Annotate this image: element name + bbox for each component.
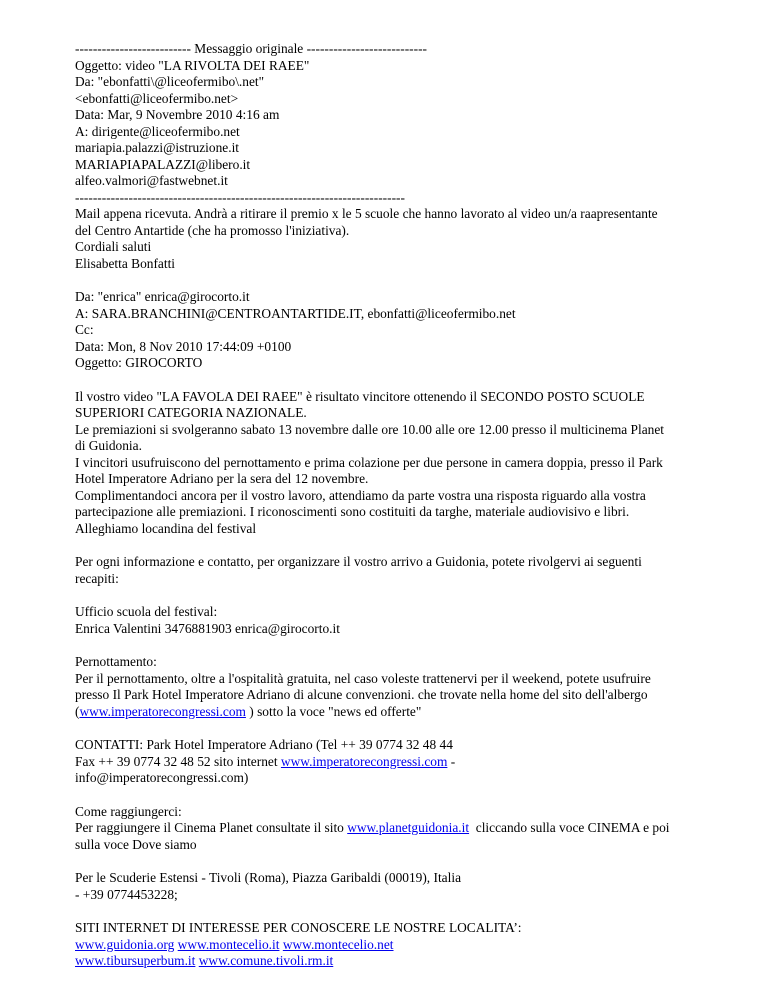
recipient-line: alfeo.valmori@fastwebnet.it bbox=[75, 173, 228, 188]
from-address-line: <ebonfatti@liceofermibo.net> bbox=[75, 90, 239, 106]
body-text-line: I vincitori usufruiscono del pernottamento e prima colazione per due persone in camera doppia, presso il Park bbox=[75, 454, 663, 470]
body-text-line: SUPERIORI CATEGORIA NAZIONALE. bbox=[75, 405, 307, 420]
body-text-line: Complimentandoci ancora per il vostro lavoro, attendiamo da parte vostra una risposta riguardo alla vostra bbox=[75, 487, 646, 503]
from-name-line: Da: "ebonfatti\@liceofermibo\.net" bbox=[75, 74, 265, 89]
sites-links-line bbox=[75, 953, 715, 970]
sites-links-line bbox=[75, 937, 715, 954]
body-text-line: Le premiazioni si svolgeranno sabato 13 novembre dalle ore 10.00 alle ore 12.00 presso il multicinema Planet bbox=[75, 421, 665, 437]
scuderie-line: - +39 0774453228; bbox=[75, 886, 178, 902]
tibursuperbum-link[interactable]: www.tibursuperbum.it bbox=[75, 953, 196, 968]
header-separator: -------------------------------------------------------------------------- bbox=[75, 189, 405, 205]
planetguidonia-link[interactable]: www.planetguidonia.it bbox=[347, 820, 470, 835]
recipient-line: mariapia.palazzi@istruzione.it bbox=[75, 140, 240, 155]
reach-line: sulla voce Dove siamo bbox=[75, 836, 197, 852]
reply-signature: Elisabetta Bonfatti bbox=[75, 255, 176, 271]
original-message-separator: -------------------------- Messaggio originale --------------------------- bbox=[75, 41, 427, 56]
forward-subject-line: Oggetto: GIROCORTO bbox=[75, 355, 203, 370]
contacts-line: CONTATTI: Park Hotel Imperatore Adriano (Tel ++ 39 0774 32 48 44 bbox=[75, 737, 453, 752]
reach-line bbox=[75, 820, 715, 837]
forward-from-line: Da: "enrica" enrica@girocorto.it bbox=[75, 289, 250, 304]
body-text-line: Il vostro video "LA FAVOLA DEI RAEE" è risultato vincitore ottenendo il SECONDO POSTO SCUOLE bbox=[75, 388, 645, 404]
office-title: Ufficio scuola del festival: bbox=[75, 604, 218, 619]
body-text-line: Per ogni informazione e contatto, per organizzare il vostro arrivo a Guidonia, potete rivolgervi ai seguenti bbox=[75, 554, 642, 569]
stay-text-line: Per il pernottamento, oltre a l'ospitalità gratuita, nel caso voleste trattenervi per il weekend, potete usufruire bbox=[75, 670, 651, 686]
scuderie-line: Per le Scuderie Estensi - Tivoli (Roma), Piazza Garibaldi (00019), Italia bbox=[75, 870, 462, 885]
comune-tivoli-link[interactable]: www.comune.tivoli.rm.it bbox=[198, 953, 334, 968]
body-text-line: Alleghiamo locandina del festival bbox=[75, 520, 257, 536]
imperatore-link[interactable]: www.imperatorecongressi.com bbox=[280, 753, 448, 769]
imperatore-link[interactable]: www.imperatorecongressi.com bbox=[79, 703, 246, 719]
reach-title: Come raggiungerci: bbox=[75, 803, 182, 819]
sites-title: SITI INTERNET DI INTERESSE PER CONOSCERE LE NOSTRE LOCALITA’: bbox=[75, 920, 522, 935]
contacts-fragment: Fax ++ 39 0774 32 48 52 sito internet bbox=[75, 753, 281, 769]
recipient-line: MARIAPIAPALAZZI@libero.it bbox=[75, 156, 251, 172]
forward-date-line: Data: Mon, 8 Nov 2010 17:44:09 +0100 bbox=[75, 338, 292, 354]
montecelio-net-link[interactable]: www.montecelio.net bbox=[282, 936, 394, 952]
body-text-line: partecipazione alle premiazioni. I riconoscimenti sono costituiti da targhe, materiale audiovisivo e libri. bbox=[75, 504, 630, 519]
stay-title: Pernottamento: bbox=[75, 654, 157, 669]
guidonia-link[interactable]: www.guidonia.org bbox=[75, 936, 175, 952]
reply-text-line: Mail appena ricevuta. Andrà a ritirare il premio x le 5 scuole che hanno lavorato al video un/a raapresentante bbox=[75, 206, 658, 221]
date-line: Data: Mar, 9 Novembre 2010 4:16 am bbox=[75, 107, 280, 122]
subject-line: Oggetto: video "LA RIVOLTA DEI RAEE" bbox=[75, 57, 310, 73]
reply-text-line: del Centro Antartide (che ha promosso l'iniziativa). bbox=[75, 222, 350, 238]
contacts-line: info@imperatorecongressi.com) bbox=[75, 770, 249, 785]
reach-fragment: Per raggiungere il Cinema Planet consultate il sito bbox=[75, 820, 348, 835]
contacts-fragment: - bbox=[447, 753, 456, 769]
stay-text-line bbox=[75, 704, 715, 721]
office-contact: Enrica Valentini 3476881903 enrica@girocorto.it bbox=[75, 620, 340, 636]
montecelio-it-link[interactable]: www.montecelio.it bbox=[177, 936, 280, 952]
stay-text-line: presso Il Park Hotel Imperatore Adriano di alcune convenzioni. che trovate nella home del sito dell'albergo bbox=[75, 687, 648, 702]
reach-fragment: cliccando sulla voce CINEMA e poi bbox=[469, 820, 670, 835]
reply-greeting: Cordiali saluti bbox=[75, 239, 152, 254]
body-text-line: recapiti: bbox=[75, 570, 119, 586]
stay-text-fragment: ( bbox=[75, 703, 80, 719]
email-document bbox=[75, 41, 715, 970]
stay-text-fragment: ) sotto la voce "news ed offerte" bbox=[245, 703, 422, 719]
forward-to-line: A: SARA.BRANCHINI@CENTROANTARTIDE.IT, ebonfatti@liceofermibo.net bbox=[75, 305, 516, 321]
body-text-line: Hotel Imperatore Adriano per la sera del 12 novembre. bbox=[75, 471, 369, 486]
body-text-line: di Guidonia. bbox=[75, 438, 142, 453]
to-line: A: dirigente@liceofermibo.net bbox=[75, 123, 240, 139]
forward-cc-line: Cc: bbox=[75, 322, 94, 337]
contacts-line bbox=[75, 754, 715, 771]
